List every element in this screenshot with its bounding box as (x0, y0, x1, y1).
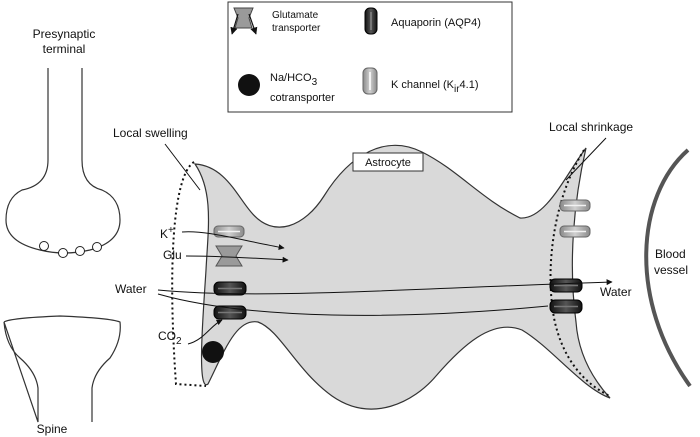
legend-cotransporter-word: cotransporter (270, 92, 335, 104)
aquaporin-icon (550, 279, 582, 292)
water-in-label: Water (115, 282, 147, 296)
spine (4, 316, 120, 422)
swelling-outline (172, 162, 206, 386)
co2-label: $CO_2$ (158, 329, 182, 347)
cotransporter-icon (238, 74, 260, 96)
legend-k-channel: K channel (Kir4.1) (391, 79, 479, 95)
synaptic-vesicle (93, 243, 102, 252)
k-channel-icon (363, 68, 377, 94)
legend-aquaporin: Aquaporin (AQP4) (391, 17, 481, 29)
glutamate-label: Glu (163, 248, 182, 262)
spine-label: Spine (36, 422, 68, 436)
synaptic-vesicle (76, 247, 85, 256)
cotransporter-icon (202, 341, 224, 363)
blood-vessel-label-line1: Blood (655, 247, 686, 261)
local-shrinkage-label: Local shrinkage (549, 120, 634, 134)
water-out-label: Water (600, 285, 632, 299)
legend-cotransporter-formula: Na/HCO3 (270, 72, 318, 88)
local-swelling-pointer (165, 144, 200, 190)
astrocyte-body (195, 145, 610, 409)
astrocyte-label: Astrocyte (365, 157, 411, 169)
synaptic-vesicle (40, 242, 49, 251)
local-swelling-label: Local swelling (113, 126, 188, 140)
legend-glutamate-line2: transporter (272, 23, 321, 34)
presynaptic-label-line2: terminal (42, 42, 86, 56)
legend (228, 2, 512, 112)
k-channel-icon (560, 226, 590, 237)
blood-vessel-label-line2: vessel (654, 263, 689, 277)
synaptic-vesicle (59, 249, 68, 258)
potassium-label: K+ (160, 225, 174, 241)
presynaptic-terminal (6, 68, 120, 258)
presynaptic-label-line1: Presynaptic (32, 27, 96, 41)
aquaporin-icon (550, 300, 582, 313)
k-channel-icon (560, 200, 590, 211)
local-shrinkage-pointer (566, 138, 606, 180)
aquaporin-icon (365, 8, 377, 34)
legend-glutamate-line1: Glutamate (272, 10, 319, 21)
